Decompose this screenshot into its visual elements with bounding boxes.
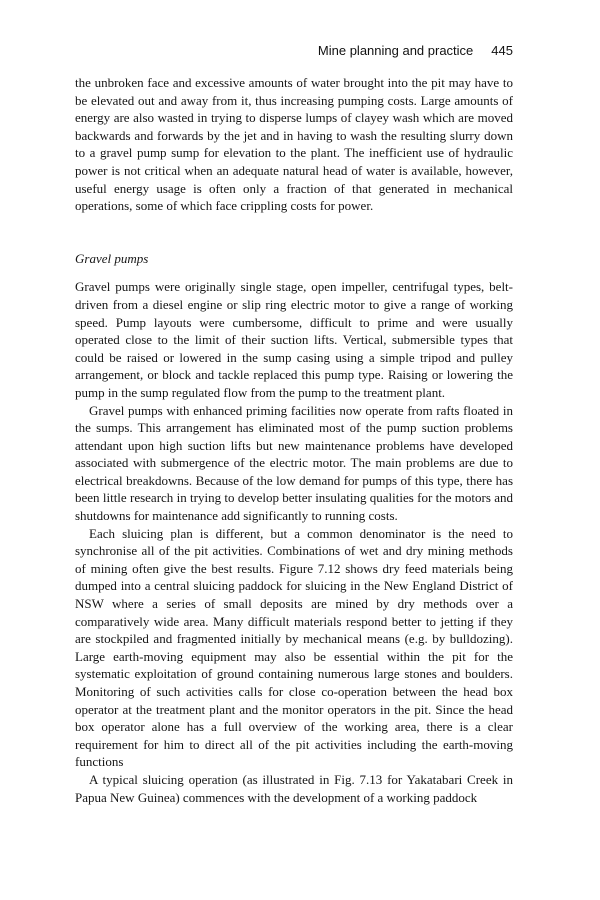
paragraph-sluicing-plan: Each sluicing plan is different, but a common denominator is the need to synchronise all of the pit activities. Combinations of wet and dry mining methods of mining often give the best results. Figure 7.12 shows dry feed materials being dumped into a central sluicing paddock for sluicing in the New England District of NSW where a series of small deposits are mined by dry methods over a comparatively wide area. Many difficult materials respond better to jetting if they are stockpiled and fragmented initially by mechanical means (e.g. by bulldozing). Large earth-moving equipment may also be essential within the pit for the systematic exploitation of ground containing numerous large stones and boulders. Monitoring of such activities calls for close co-operation between the head box operator at the treatment plant and the monitor operators in the pit. Since the head box operator alone has a full overview of the working area, there is a clear requirement for him to direct all of the pit activities including the earth-moving functions (75, 525, 513, 770)
paragraph-gravel-pumps-1: Gravel pumps were originally single stage, open impeller, centrifugal types, belt-driven from a diesel engine or slip ring electric motor to give a range of working speed. Pump layouts were cumbersome, difficult to prime and were usually operated close to the limit of their suction lifts. Vertical, submersible types that could be raised or lowered in the sump casing using a simple tripod and pulley arrangement, or block and tackle replaced this pump type. Raising or lowering the pump in the sump regulated flow from the pump to the treatment plant. (75, 279, 513, 400)
page-number: 445 (491, 43, 513, 58)
running-head (318, 43, 513, 58)
paragraph-gravel-pumps-2: Gravel pumps with enhanced priming facilities now operate from rafts floated in the sumps. This arrangement has eliminated most of the pump suction problems attendant upon high suction lifts but new maintenance problems have developed associated with submergence of the electric motor. The main problems are due to electrical breakdowns. Because of the low demand for pumps of this type, there has been little research in trying to develop better insulating qualities for the motors and shutdowns for maintenance add significantly to running costs. (75, 402, 513, 524)
paragraph-continued: the unbroken face and excessive amounts of water brought into the pit may have to be elevated out and away from it, thus increasing pumping costs. Large amounts of energy are also wasted in trying to disperse lumps of clayey wash which are moved backwards and forwards by the jet and in having to wash the resulting slurry down to a gravel pump sump for elevation to the plant. The inefficient use of hydraulic power is not critical when an adequate natural head of water is available, however, useful energy usage is often only a fraction of that generated in mechanical operations, some of which face crippling costs for power. (75, 75, 513, 214)
running-head-title: Mine planning and practice (317, 43, 474, 58)
paragraph-typical-sluicing: A typical sluicing operation (as illustrated in Fig. 7.13 for Yakatabari Creek in Papua New Guinea) commences with the development of a working paddock (75, 771, 513, 805)
section-heading: Gravel pumps (75, 250, 149, 266)
body-text (75, 74, 513, 806)
